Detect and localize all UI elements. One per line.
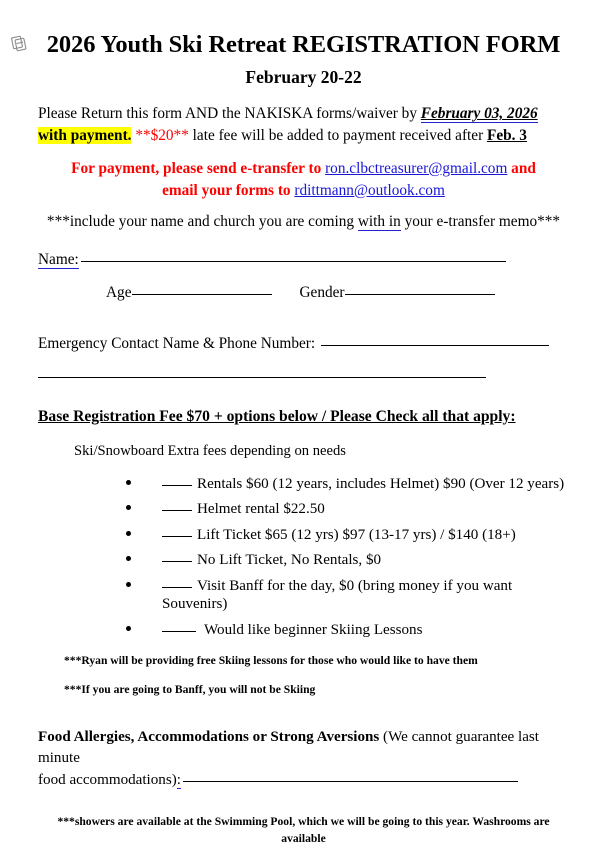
food-allergies-disclaimer-2: food accommodations) — [38, 771, 177, 788]
document-icon — [8, 34, 30, 54]
name-input-line[interactable] — [81, 261, 506, 262]
age-label: Age — [106, 283, 132, 301]
bullet-icon — [126, 626, 131, 631]
with-payment-highlight: with payment. — [38, 127, 132, 145]
memo-note-suffix: your e-transfer memo*** — [400, 213, 561, 231]
bullet-icon — [126, 505, 131, 510]
emergency-contact-input-line[interactable] — [321, 345, 549, 346]
payment-line1-prefix: For payment, please send e-transfer to — [71, 159, 326, 177]
bullet-icon — [126, 582, 131, 587]
payment-line1-suffix: and — [507, 159, 536, 177]
banff-note: ***If you are going to Banff, you will not be Skiing — [64, 682, 316, 696]
option-item-beginner-lessons[interactable] — [126, 621, 569, 640]
lessons-note: ***Ryan will be providing free Skiing lessons for those who would like to have them — [64, 653, 478, 667]
gender-input-line[interactable] — [345, 294, 495, 295]
emergency-contact-label: Emergency Contact Name & Phone Number: — [38, 335, 316, 353]
food-allergies-disclaimer-1: (We cannot guarantee last minute — [38, 728, 539, 767]
return-notice-text: Please Return this form AND the NAKISKA forms/waiver by — [38, 105, 421, 123]
memo-note — [38, 211, 569, 233]
food-allergies-colon: : — [176, 771, 181, 788]
base-fee-heading: Base Registration Fee $70 + options below / Please Check all that apply: — [38, 408, 516, 426]
age-gender-field-row — [38, 282, 569, 304]
gender-label: Gender — [299, 283, 345, 301]
return-deadline: February 03, 2026 — [420, 105, 538, 123]
option-item-rentals[interactable] — [126, 475, 569, 494]
option-label: Rentals $60 (12 years, includes Helmet) $90 (Over 12 years) — [197, 476, 565, 493]
option-item-helmet[interactable] — [126, 500, 569, 519]
option-item-lift-ticket[interactable] — [126, 526, 569, 545]
treasurer-email-link[interactable]: ron.clbctreasurer@gmail.com — [325, 159, 508, 177]
option-item-no-lift-no-rentals[interactable] — [126, 551, 569, 570]
bullet-icon — [126, 480, 131, 485]
option-checkbox-blank[interactable] — [162, 536, 192, 537]
options-list — [38, 475, 569, 640]
payment-instructions — [38, 158, 569, 201]
return-notice — [38, 103, 569, 146]
forms-email-link[interactable]: rdittmann@outlook.com — [294, 181, 445, 199]
option-label: Visit Banff for the day, $0 (bring money if you want Souvenirs) — [162, 577, 513, 613]
late-fee-text: late fee will be added to payment received after — [188, 127, 487, 145]
emergency-contact-input-line-2[interactable] — [38, 355, 486, 378]
option-checkbox-blank[interactable] — [162, 510, 192, 511]
option-checkbox-blank[interactable] — [162, 485, 192, 486]
option-label: No Lift Ticket, No Rentals, $0 — [197, 552, 382, 569]
page-subtitle: February 20-22 — [245, 67, 362, 88]
food-allergies-section — [38, 727, 569, 791]
memo-note-prefix: ***include your name and church you are coming — [46, 213, 358, 231]
age-input-line[interactable] — [132, 294, 272, 295]
option-checkbox-blank[interactable] — [162, 631, 196, 632]
option-label: Helmet rental $22.50 — [197, 501, 325, 518]
ski-extra-fees-note: Ski/Snowboard Extra fees depending on needs — [74, 443, 346, 460]
name-field-row — [38, 249, 569, 271]
memo-note-underlined: with in — [357, 213, 401, 231]
option-label: Lift Ticket $65 (12 yrs) $97 (13-17 yrs) / $140 (18+) — [197, 526, 516, 543]
payment-line2-prefix: email your forms to — [162, 181, 295, 199]
bullet-icon — [126, 556, 131, 561]
page-title: 2026 Youth Ski Retreat REGISTRATION FORM — [46, 31, 561, 58]
name-label: Name: — [38, 251, 79, 269]
option-checkbox-blank[interactable] — [162, 561, 192, 562]
option-item-visit-banff[interactable] — [126, 577, 569, 615]
food-allergies-input-line[interactable] — [183, 781, 518, 782]
bullet-icon — [126, 531, 131, 536]
emergency-contact-field-row — [38, 333, 569, 378]
showers-note: ***showers are available at the Swimming Pool, which we will be going to this year. Washrooms are available — [57, 814, 550, 846]
late-fee-date: Feb. 3 — [487, 127, 527, 145]
option-checkbox-blank[interactable] — [162, 587, 192, 588]
food-allergies-heading: Food Allergies, Accommodations or Strong Aversions — [38, 728, 380, 745]
option-label: Would like beginner Skiing Lessons — [204, 621, 423, 638]
late-fee-marker: **$20** — [135, 127, 189, 145]
